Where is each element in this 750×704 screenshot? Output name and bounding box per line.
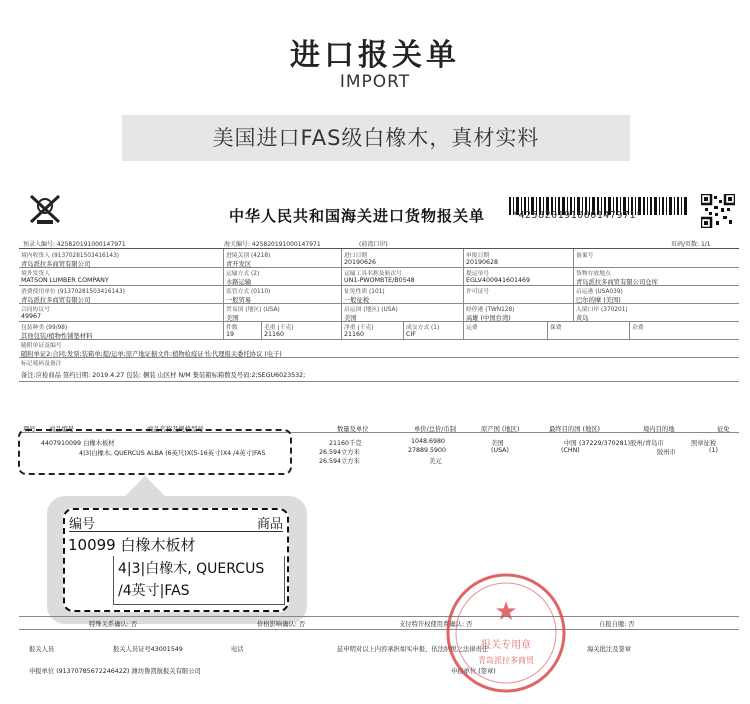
- form-cell: 随附单证及编号 随附单证2:合同;发票;装箱单;提/运单;原产地证据文件;植物检疫证书;代理报关委托协议 (电子): [21, 343, 282, 357]
- banner-text: 美国进口FAS级白橡木，真材实料: [212, 126, 540, 150]
- form-cell: 备案号: [573, 249, 739, 267]
- company-sign: 申报单位 (签章): [451, 668, 496, 675]
- form-cell: 标记唛码及备注 备注:应检商品 签约日期: 2019.4.27 包装: 捆装 山区材 N/M 集装箱标箱数及号码:2;SEGU6023532;: [21, 361, 306, 379]
- form-cell: 经停港 (TWN128) 高雄 (中国台湾): [463, 303, 573, 321]
- statement: 兹申明对以上内容承担如实申报、依法纳税之法律责任: [337, 646, 489, 653]
- zoom-callout: [47, 496, 307, 624]
- callout-line-2: 4|3|白橡木, QUERCUS: [118, 561, 265, 577]
- goods-origin: 美国: [491, 440, 504, 447]
- form-row: [19, 249, 739, 268]
- pre-entry-no: 预录入编号: 425820191000147971: [23, 241, 126, 248]
- phone-label: 电话: [231, 646, 244, 653]
- goods-code: 4407910099 白橡木板材: [41, 440, 115, 447]
- form-cell: 杂费: [629, 321, 739, 339]
- customs-form: [19, 188, 739, 700]
- banner: [122, 115, 630, 161]
- form-row: [19, 267, 739, 286]
- callout-pointer: [123, 476, 167, 498]
- form-row: [19, 285, 739, 304]
- goods-currency: 美元: [429, 458, 442, 465]
- callout-header: [69, 513, 283, 532]
- form-row: [19, 339, 739, 358]
- goods-domestic: (37229/370281)胶州/青岛市: [579, 440, 664, 447]
- form-cell: 毛重 (千克) 21160: [261, 321, 341, 339]
- callout-line-1: 10099 白橡木板材: [68, 536, 196, 554]
- goods-head-domestic: 境内目的地: [643, 426, 675, 433]
- declaring-company: 申报单位 (9137078567224642Z) 潍坊鲁凯航报关有限公司: [29, 668, 201, 675]
- form-grid: [19, 248, 739, 379]
- svg-text:青岛派拉多商贸: 青岛派拉多商贸: [478, 656, 534, 665]
- svg-text:★: ★: [494, 597, 518, 627]
- goods-head-item: 项号: [23, 426, 36, 433]
- svg-text:报关专用章: 报关专用章: [481, 640, 531, 651]
- declarant-label: 报关人员: [29, 646, 55, 653]
- goods-head-code: 商品编号: [49, 426, 75, 433]
- goods-tax: 照章征税: [691, 440, 717, 447]
- self-declare: 自报自缴: 否: [599, 621, 635, 628]
- form-cell: 进口日期 20190626: [341, 249, 463, 267]
- goods-unit-price: 1048.6980: [411, 438, 446, 445]
- goods-head-origin: 原产国 (地区): [481, 426, 520, 433]
- form-row: [19, 303, 739, 322]
- goods-dest-code: (CHN): [561, 447, 580, 454]
- goods-qty-1: 21160千克: [329, 440, 362, 447]
- form-cell: 进境关别 (4218) 青开发区: [223, 249, 341, 267]
- goods-head-name: 商品名称及规格型号: [147, 426, 204, 433]
- callout-spec-box: [113, 556, 285, 605]
- footer-divider-2: [19, 629, 739, 630]
- callout-header-goods: 商品: [256, 517, 283, 532]
- price-impact: 价格影响确认: 否: [257, 621, 306, 628]
- form-cell: 成交方式 (1) CIF: [403, 321, 463, 339]
- goods-dest: 中国: [564, 440, 577, 447]
- form-row: [19, 357, 739, 382]
- port-note: (前湾口岸): [359, 241, 388, 248]
- goods-domestic-city: 胶州市: [657, 449, 676, 456]
- form-cell: 运输方式 (2) 水路运输: [223, 267, 341, 285]
- goods-origin-code: (USA): [491, 447, 509, 454]
- goods-tax-code: (1): [709, 447, 718, 454]
- footer-divider: [19, 616, 739, 617]
- form-cell: 货物存放地点 青岛派拉多商贸有限公司仓库: [573, 267, 739, 285]
- form-cell: 境内收货人 (91370281503416143) 青岛派拉多商贸有限公司: [21, 253, 120, 267]
- form-cell: 运费: [463, 321, 547, 339]
- form-cell: 启运港 (USA039) 巴尔的摩 (美国): [573, 285, 739, 303]
- qr-code: [701, 194, 735, 228]
- goods-head-tax: 征免: [717, 426, 730, 433]
- form-cell: 入境口岸 (370201) 黄岛: [573, 303, 739, 321]
- form-cell: 件数 19: [223, 321, 261, 339]
- form-cell: 征免性质 (101) 一般征税: [341, 285, 463, 303]
- customs-emblem-icon: [27, 192, 63, 226]
- page-info: 页码/页数: 1/1: [671, 241, 711, 248]
- customs-no: 海关编号: 425820191000147971: [224, 241, 321, 248]
- form-cell: 许可证号: [463, 285, 573, 303]
- goods-head-price: 单价/总价/币制: [414, 426, 457, 433]
- form-cell: 运输工具名称及航次号 UN1-PWOMBTE/B0548: [341, 267, 463, 285]
- callout-header-no: 编号: [69, 517, 96, 532]
- form-cell: 包装种类 (99/98) 其他包装/植物性铺垫材料: [21, 325, 93, 339]
- form-cell: 保费: [547, 321, 629, 339]
- form-cell: 提运单号 EGLV400941601469: [463, 267, 573, 285]
- goods-total-price: 27889.5900: [408, 447, 447, 454]
- goods-spec: 4|3|白橡木, QUERCUS ALBA (6英尺)X(5-16英寸)X4 /4英寸|FAS: [79, 450, 266, 457]
- form-cell: 贸易国 (地区) (USA) 美国: [223, 303, 341, 321]
- goods-head-dest: 最终目的国 (地区): [549, 426, 600, 433]
- form-cell: 启运国 (地区) (USA) 美国: [341, 303, 463, 321]
- goods-qty-2: 26.594立方米: [319, 449, 360, 456]
- callout-line-3: /4英寸|FAS: [118, 583, 190, 599]
- customs-note-label: 海关批注及签章: [587, 646, 632, 653]
- form-cell: 净重 (千克) 21160: [341, 321, 403, 339]
- form-cell: 境外发货人 MATSON LUMBER COMPANY: [21, 271, 109, 284]
- form-title: 中华人民共和国海关进口货物报关单: [229, 207, 486, 225]
- form-cell: 合同协议号 49967: [21, 307, 50, 320]
- form-cell: 申报日期 20190628: [463, 249, 573, 267]
- page-title: 进口报关单: [290, 38, 460, 73]
- form-row: [19, 321, 739, 340]
- page-subtitle: IMPORT: [339, 72, 411, 92]
- special-relation: 特殊关系确认: 否: [89, 621, 138, 628]
- barcode-number: *425820191000147971*: [512, 210, 643, 221]
- zoom-callout-frame: [63, 508, 289, 612]
- company-seal-stamp: [441, 568, 571, 698]
- declarant-no: 报关人员证号43001549: [113, 646, 183, 653]
- goods-qty-3: 26.594立方米: [319, 458, 360, 465]
- form-cell: 监管方式 (0110) 一般贸易: [223, 285, 341, 303]
- form-cell: 消费使用单位 (91370281503416143) 青岛派拉多商贸有限公司: [21, 289, 125, 303]
- goods-head-qty: 数量及单位: [337, 426, 369, 433]
- royalty-confirm: 支付特许权使用费确认: 否: [399, 621, 473, 628]
